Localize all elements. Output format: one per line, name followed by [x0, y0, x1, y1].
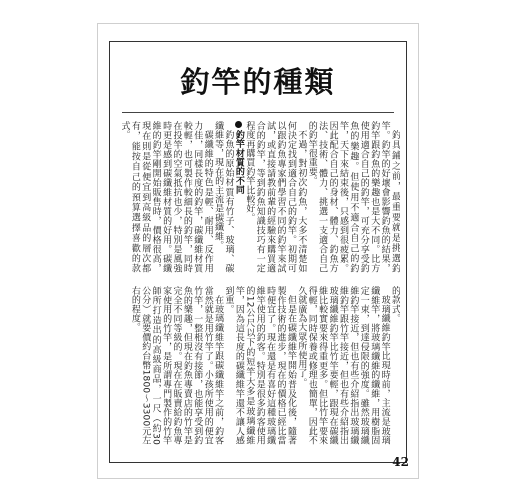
- section-heading-text: 釣竿材質的不同: [233, 130, 244, 195]
- upper-text-block: [116, 121, 400, 273]
- section-heading: [234, 121, 244, 273]
- paragraph: 釣魚的原始材質有竹子、玻璃、碳纖維等，現在的主流是碳纖維。: [213, 121, 234, 273]
- paragraph: 碳纖維的特色是輕、耐用、反作用力佳，同樣長度的釣竿，碳纖維材質較輕，也可製作較細長的釣竿，同時在投竿的空氣抵抗也少，特別是風強時更是感到碳纖維材質的好用。碳纖維的釣竿剛開始販售時，價格很高，現在則是從便宜到高級品的層次都有，能按自己的預算選擇喜歡的款式。: [119, 121, 213, 273]
- paragraph: 玻璃纖維釣竿比現時前，主流是玻璃纖維竿，將玻璃纖維的纖維，用樹脂固定一束，到達侵限的強度。雖然玻璃纖維釣竿接近，但也有些介紹指出玻璃纖維釣竿跟竹竿接近，但也有些介紹指出玻璃纖維釣竿比竹竿要輕，跟現在碳纖維比較實要來得重更多。但比竹竿要來得輕，同時保養或修理也簡單，因此不久就廣為大眾所使用了。: [296, 286, 390, 445]
- bullet-icon: [235, 121, 242, 128]
- page-number: 42: [392, 455, 409, 469]
- paragraph: 在玻璃纖維竿跟碳纖維竿之前，釣客當然就是用竹竿了。小孩所使用的便宜竹竿，一整根沒有接節，也能享受到釣魚的樂趣，但現在釣魚專賣店的竹竿是完全不同等級的。現在在販賣給釣魚專家使用的竹竿，是所謂專門製作的竹竿師所打造出的高級商品，一尺（約30公分）就要價約台幣1800～3300元左右的程度。: [129, 286, 224, 445]
- paragraph: 但是在碳纖維竿開始普及化後，隨著製作技術的進步，現在的價格已經比當時便宜了。現在還是有喜好這種玻璃纖維竿使用的釣客。特別是很多釣客使用的12公尺以下的短竿大多是玻璃纖維竿，因為這長度的碳纖維竿還不讓人感到重。: [223, 286, 296, 445]
- page-frame: [109, 41, 407, 463]
- paragraph: 的款式。: [390, 286, 400, 323]
- book-page: [97, 23, 419, 479]
- lower-text-block: [116, 286, 400, 445]
- title-divider: [122, 112, 394, 113]
- page-title: 釣竿的種類: [180, 65, 336, 99]
- paragraph: 不過，對初次釣魚，大多不清楚如何決定找到適合自己的釣竿。初期可以跟釣魚專家們學習不同的釣竿來試試，或直接請教前輩的經驗來購買適合的釣竿，等到釣魚知識技巧有一定程度再購買釣竿比較好。: [244, 121, 307, 273]
- paragraph: 釣具鋪之前，最重要就是挑選釣竿。釣竿的好壞會影響釣魚的結果，釣竿跟釣魚的樂趣也是大不同。比方使用適合自己的釣竿，可充分享受釣魚的樂趣。但使用不適合自己的釣竿，天下來結束後，只感到很疲累。因此配合自己的身材、體力、釣魚方法、技術、體力、挑選一支適合自己的釣竿很重要。: [306, 121, 400, 273]
